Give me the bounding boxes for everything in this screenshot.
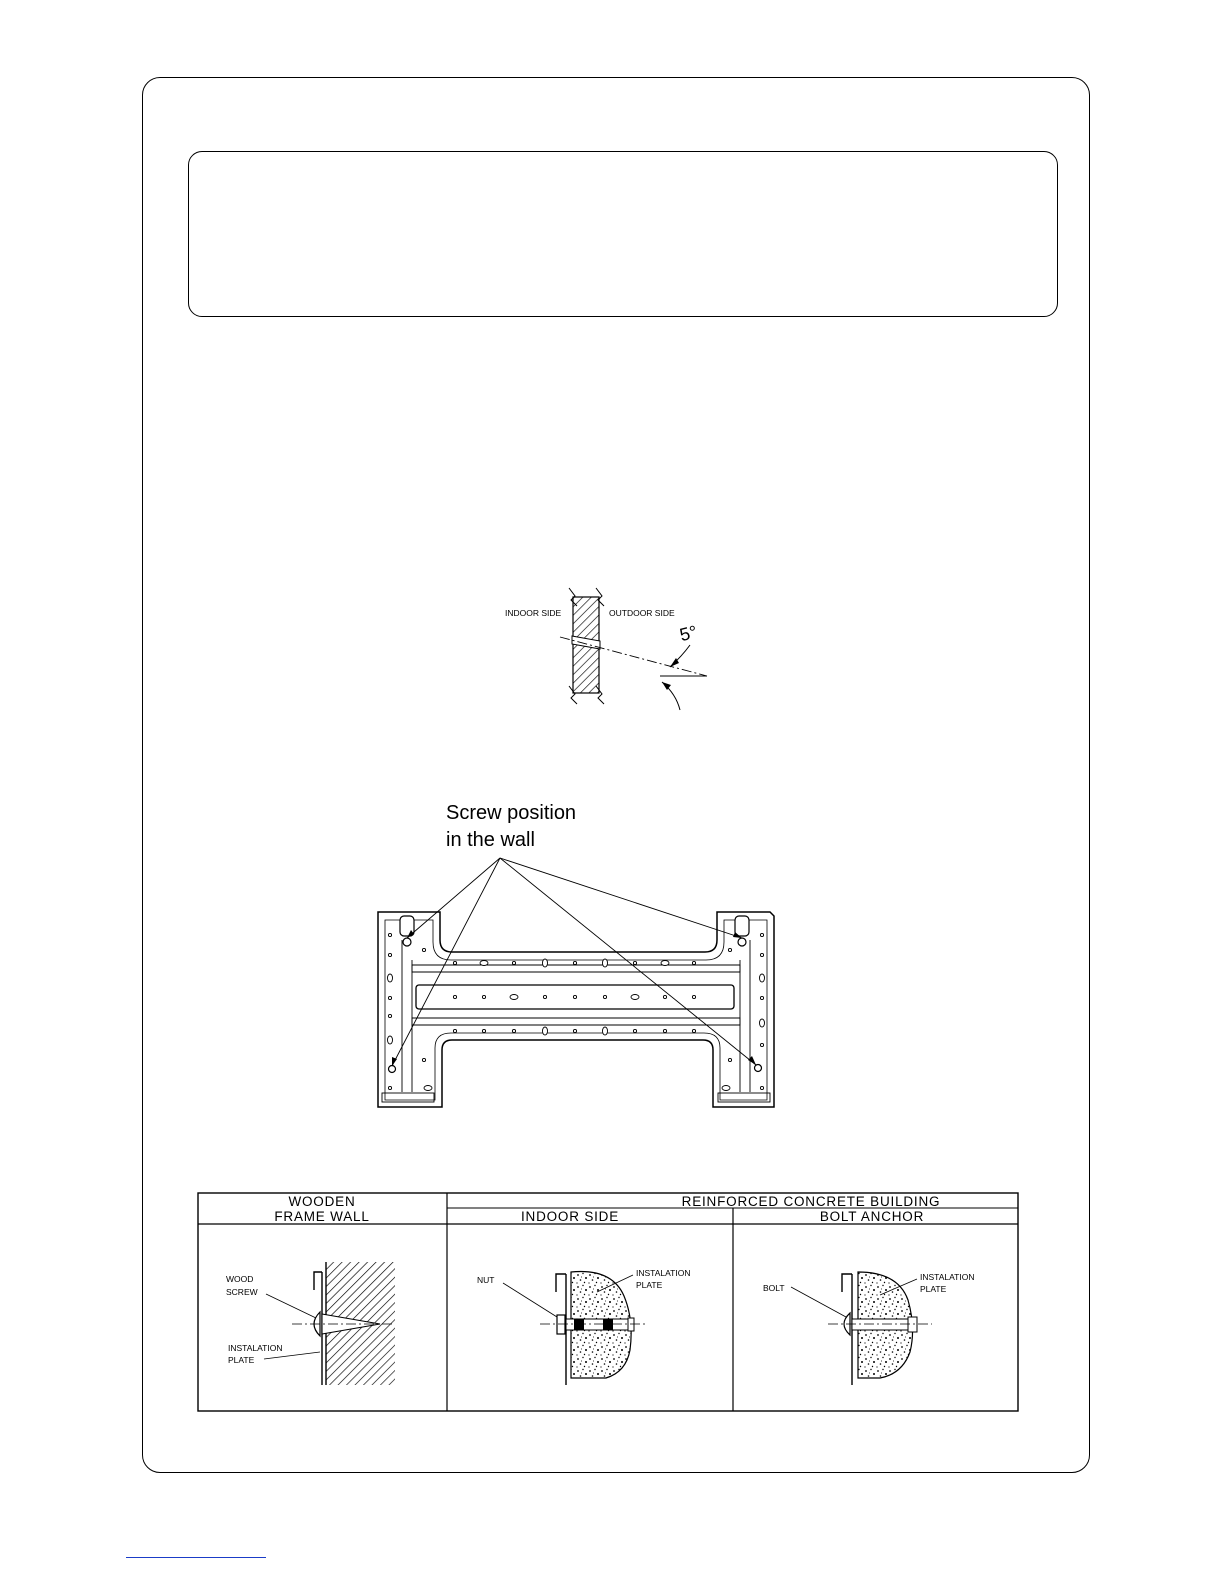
wood-plate-label-2: PLATE xyxy=(228,1355,255,1365)
screw-hole-top-left xyxy=(403,938,411,946)
col-bolt-header: BOLT ANCHOR xyxy=(819,1209,925,1224)
indoor-side-label: INDOOR SIDE xyxy=(505,608,562,618)
footer-link-underline[interactable] xyxy=(126,1557,266,1558)
screw-hole-top-right xyxy=(738,938,746,946)
indoor-nut-label: NUT xyxy=(477,1275,495,1285)
screw-callout-line1: Screw position xyxy=(446,802,577,824)
bolt-plate-label-1: INSTALATION xyxy=(920,1272,975,1282)
wood-screw-label-1: WOOD xyxy=(226,1274,254,1284)
indoor-plate-label-1: INSTALATION xyxy=(636,1268,691,1278)
wood-screw-detail xyxy=(226,1262,395,1385)
col-indoor-header: INDOOR SIDE xyxy=(520,1209,620,1224)
screw-callout-line2: in the wall xyxy=(446,829,535,851)
wood-plate-label-1: INSTALATION xyxy=(228,1343,283,1353)
angle-arrow-lower xyxy=(662,682,671,690)
screw-hole-bottom-left xyxy=(389,1066,396,1073)
mounting-table xyxy=(198,1193,1018,1411)
right-hook-slot xyxy=(735,916,749,936)
wood-screw-label-2: SCREW xyxy=(226,1287,258,1297)
outdoor-side-label: OUTDOOR SIDE xyxy=(609,608,675,618)
bolt-label: BOLT xyxy=(763,1283,785,1293)
group-concrete-header: REINFORCED CONCRETE BUILDING xyxy=(681,1194,941,1209)
bolt-plate-label-2: PLATE xyxy=(920,1284,947,1294)
screw-hole-bottom-right xyxy=(755,1065,762,1072)
indoor-plate-label-2: PLATE xyxy=(636,1280,663,1290)
col-wooden-header-2: FRAME WALL xyxy=(274,1209,370,1224)
indoor-nut-detail xyxy=(477,1268,690,1385)
wall-hole-diagram xyxy=(505,588,707,710)
installation-plate-diagram xyxy=(378,802,774,1107)
angle-label: 5° xyxy=(677,621,700,646)
col-wooden-header-1: WOODEN xyxy=(288,1194,356,1209)
bolt-anchor-detail xyxy=(763,1272,974,1385)
